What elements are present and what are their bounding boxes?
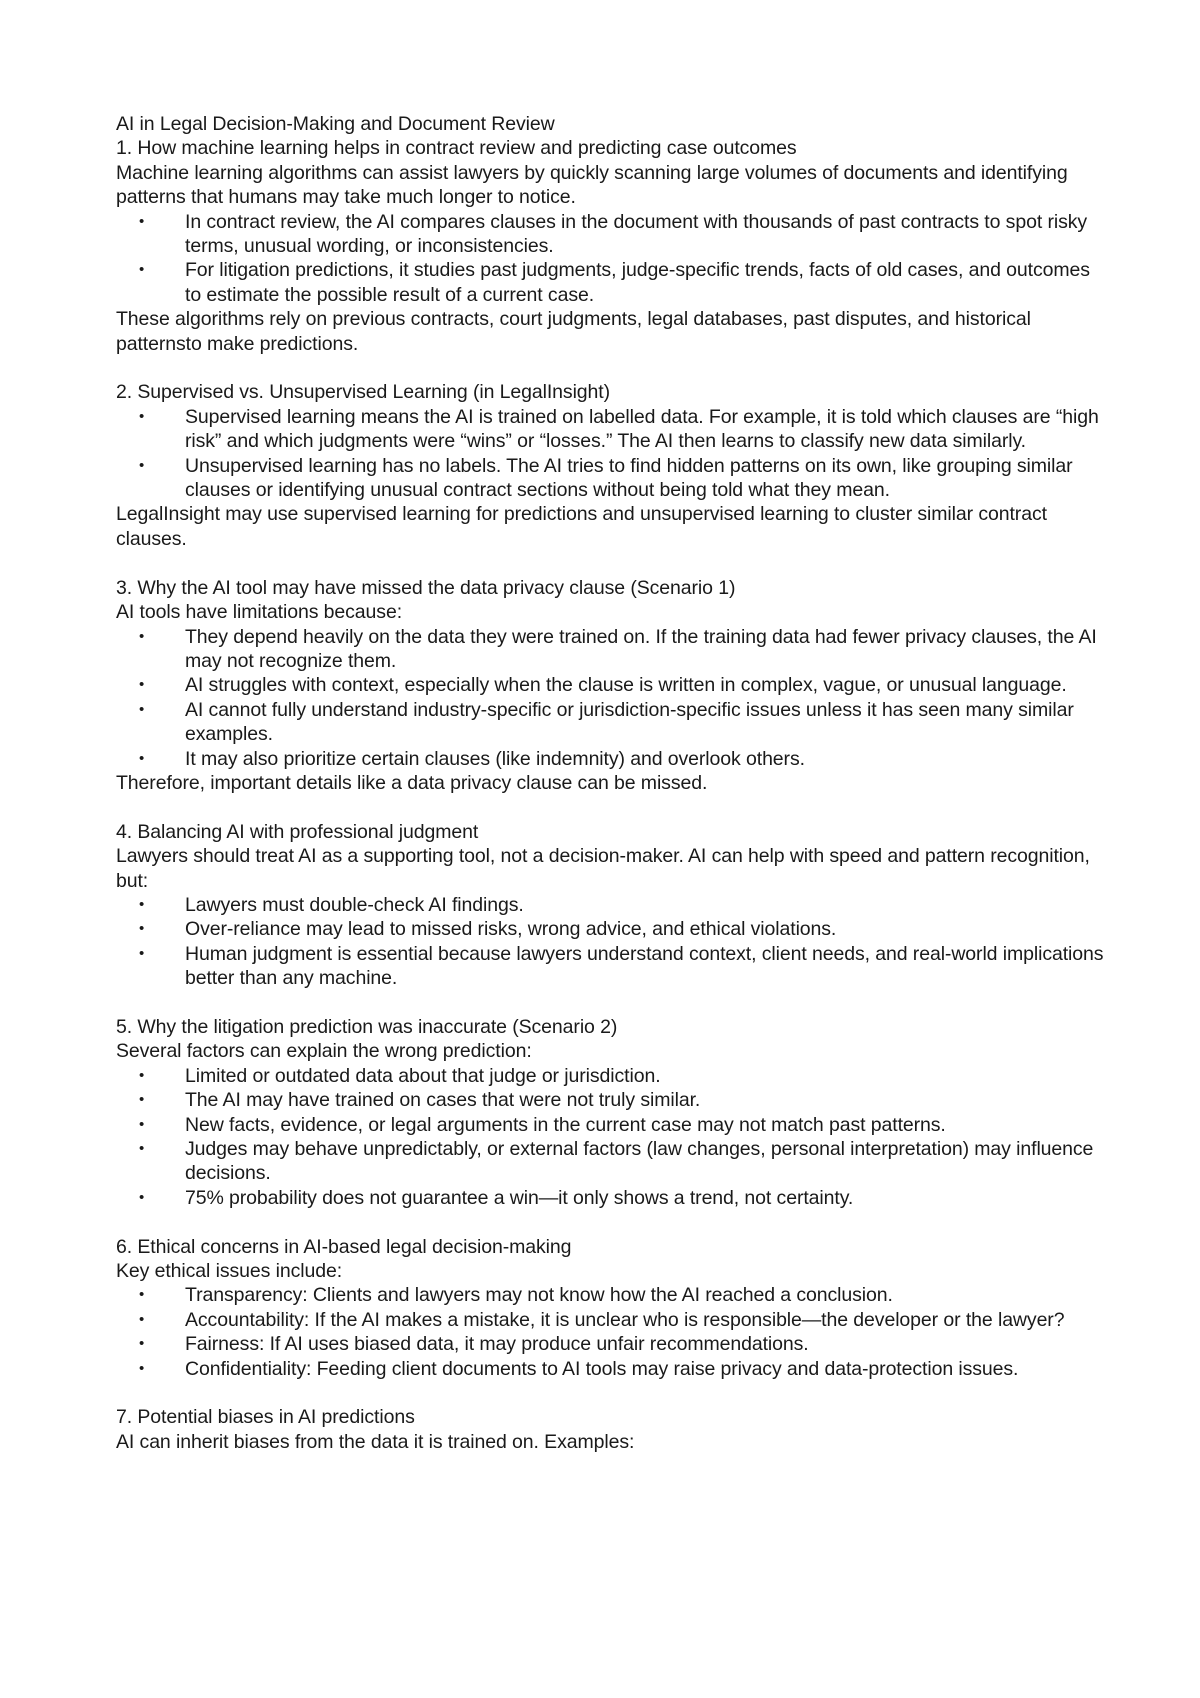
bullet-icon: •: [139, 1140, 145, 1157]
section-outro: These algorithms rely on previous contracts, court judgments, legal databases, past disputes, and historical patternsto make predictions.: [116, 308, 1031, 355]
bullet-list: [116, 625, 1106, 771]
list-item: • Judges may behave unpredictably, or external factors (law changes, personal interpretation) may influence decisions.: [139, 1138, 1094, 1185]
list-item: • Accountability: If the AI makes a mistake, it is unclear who is responsible—the developer or the lawyer?: [139, 1308, 1065, 1331]
bullet-icon: •: [139, 749, 145, 767]
bullet-list: [116, 893, 1106, 991]
list-item: • Fairness: If AI uses biased data, it may produce unfair recommendations.: [139, 1333, 809, 1356]
bullet-icon: •: [139, 895, 145, 913]
section-heading: 1. How machine learning helps in contract review and predicting case outcomes: [116, 137, 797, 160]
section-intro: AI tools have limitations because:: [116, 601, 403, 624]
section-heading: 3. Why the AI tool may have missed the data privacy clause (Scenario 1): [116, 576, 736, 599]
section-intro: Key ethical issues include:: [116, 1260, 343, 1283]
paragraph-gap: [116, 356, 1106, 380]
bullet-icon: •: [139, 456, 145, 474]
bullet-list: [116, 405, 1106, 503]
bullet-icon: •: [139, 1286, 145, 1304]
paragraph-gap: [116, 551, 1106, 575]
list-item: • Human judgment is essential because lawyers understand context, client needs, and real-world implications better than any machine.: [139, 942, 1104, 990]
bullet-icon: •: [139, 212, 145, 230]
bullet-icon: •: [139, 1359, 145, 1377]
list-item: • Unsupervised learning has no labels. The AI tries to find hidden patterns on its own, like grouping similar clauses or identifying unusual contract sections without being told what they mean.: [139, 454, 1073, 502]
bullet-icon: •: [139, 1188, 145, 1206]
bullet-icon: •: [139, 1115, 145, 1133]
list-item: • It may also prioritize certain clauses (like indemnity) and overlook others.: [139, 747, 805, 770]
section-2: [116, 380, 1106, 551]
section-heading: 4. Balancing AI with professional judgment: [116, 820, 479, 843]
bullet-list: [116, 210, 1106, 308]
section-7: [116, 1405, 1106, 1454]
section-heading: 7. Potential biases in AI predictions: [116, 1406, 415, 1429]
section-intro: AI can inherit biases from the data it is trained on. Examples:: [116, 1430, 635, 1453]
paragraph-gap: [116, 991, 1106, 1015]
list-item: • They depend heavily on the data they were trained on. If the training data had fewer privacy clauses, the AI may not recognize them.: [139, 625, 1097, 672]
list-item: • For litigation predictions, it studies past judgments, judge-specific trends, facts of old cases, and outcomes to estimate the possible result of a current case.: [139, 259, 1090, 306]
bullet-icon: •: [139, 944, 145, 962]
section-4: [116, 820, 1106, 991]
bullet-icon: •: [139, 1335, 145, 1353]
bullet-list: [116, 1283, 1106, 1381]
list-item: • AI cannot fully understand industry-specific or jurisdiction-specific issues unless it has seen many similar examples.: [139, 698, 1074, 746]
list-item: • The AI may have trained on cases that were not truly similar.: [139, 1089, 701, 1112]
section-1: [116, 136, 1106, 356]
section-6: [116, 1235, 1106, 1381]
bullet-icon: •: [139, 920, 145, 938]
list-item: • Over-reliance may lead to missed risks, wrong advice, and ethical violations.: [139, 918, 837, 941]
list-item: • In contract review, the AI compares clauses in the document with thousands of past contracts to spot risky terms, unusual wording, or inconsistencies.: [139, 210, 1088, 258]
bullet-icon: •: [139, 261, 145, 279]
list-item: • Transparency: Clients and lawyers may not know how the AI reached a conclusion.: [139, 1284, 893, 1307]
bullet-icon: •: [139, 407, 145, 425]
list-item: • New facts, evidence, or legal arguments in the current case may not match past patterns.: [139, 1113, 946, 1136]
paragraph-gap: [116, 1381, 1106, 1405]
section-intro: Lawyers should treat AI as a supporting tool, not a decision-maker. AI can help with speed and pattern recognition, but:: [116, 845, 1090, 892]
list-item: • AI struggles with context, especially when the clause is written in complex, vague, or unusual language.: [139, 674, 1067, 697]
section-outro: LegalInsight may use supervised learning for predictions and unsupervised learning to cluster similar contract clauses.: [116, 503, 1047, 550]
bullet-list: [116, 1064, 1106, 1210]
list-item: • Confidentiality: Feeding client documents to AI tools may raise privacy and data-protection issues.: [139, 1357, 1019, 1380]
bullet-icon: •: [139, 1091, 145, 1109]
section-intro: Machine learning algorithms can assist lawyers by quickly scanning large volumes of documents and identifying patterns that humans may take much longer to notice.: [116, 161, 1068, 209]
section-5: [116, 1015, 1106, 1210]
document-page: [116, 112, 1106, 1454]
paragraph-gap: [116, 795, 1106, 819]
list-item: • Lawyers must double-check AI findings.: [139, 893, 524, 916]
document-title: AI in Legal Decision-Making and Document Review: [116, 113, 555, 135]
bullet-icon: •: [139, 627, 145, 645]
section-heading: 5. Why the litigation prediction was inaccurate (Scenario 2): [116, 1015, 618, 1038]
paragraph-gap: [116, 1210, 1106, 1234]
bullet-icon: •: [139, 676, 145, 694]
section-heading: 2. Supervised vs. Unsupervised Learning (in LegalInsight): [116, 381, 610, 404]
section-outro: Therefore, important details like a data privacy clause can be missed.: [116, 771, 708, 794]
list-item: • Supervised learning means the AI is trained on labelled data. For example, it is told which clauses are “high risk” and which judgments were “wins” or “losses.” The AI then learns to classify new data similarly.: [139, 405, 1099, 453]
section-3: [116, 576, 1106, 796]
bullet-icon: •: [139, 1066, 145, 1084]
bullet-icon: •: [139, 700, 145, 718]
section-intro: Several factors can explain the wrong prediction:: [116, 1040, 532, 1063]
bullet-icon: •: [139, 1310, 145, 1328]
section-heading: 6. Ethical concerns in AI-based legal decision-making: [116, 1235, 572, 1258]
list-item: • 75% probability does not guarantee a win—it only shows a trend, not certainty.: [139, 1186, 854, 1209]
list-item: • Limited or outdated data about that judge or jurisdiction.: [139, 1064, 661, 1087]
